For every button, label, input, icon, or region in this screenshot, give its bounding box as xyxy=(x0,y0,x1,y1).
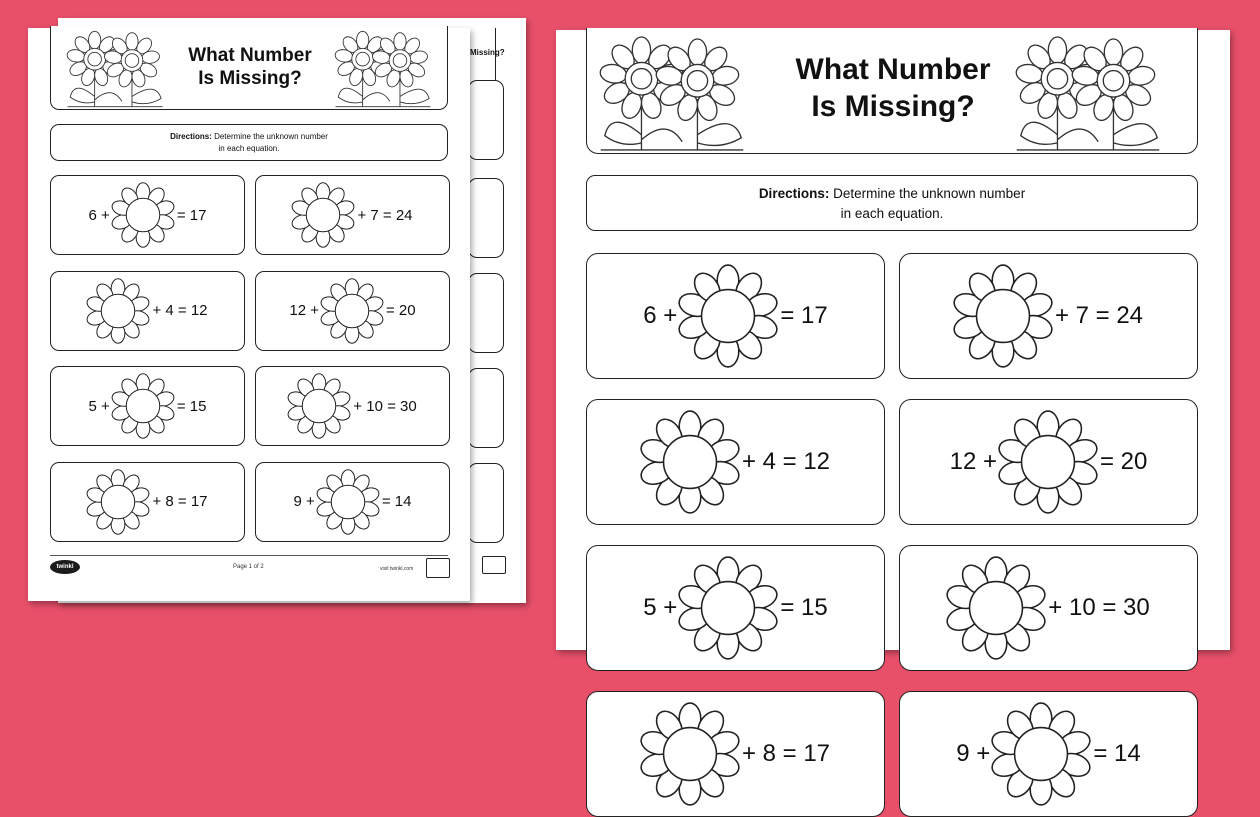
flower-pair-decoration-left xyxy=(67,32,163,108)
equation-left-term: 6 + xyxy=(88,206,110,224)
flower-icon[interactable] xyxy=(288,375,350,437)
flower-icon[interactable] xyxy=(112,184,174,246)
equation-right-term: = 20 xyxy=(1100,448,1148,475)
flower-icon[interactable] xyxy=(679,267,777,365)
equation-card xyxy=(468,80,504,160)
flower-icon[interactable] xyxy=(679,559,777,657)
flower-icon[interactable] xyxy=(641,705,739,803)
equation-right-term: = 15 xyxy=(176,397,207,415)
equation-right-term: = 15 xyxy=(780,594,828,621)
equation-card xyxy=(255,175,450,255)
directions-line-1: Determine the unknown number xyxy=(829,186,1026,201)
flower-icon[interactable] xyxy=(954,267,1052,365)
equation-card xyxy=(50,271,245,351)
flower-icon[interactable] xyxy=(292,184,354,246)
directions-text xyxy=(587,184,1197,223)
directions-box xyxy=(50,124,448,161)
equation-left-term: 5 + xyxy=(88,397,110,415)
equation-left-term: 12 + xyxy=(289,302,319,319)
directions-line-2: in each equation. xyxy=(218,143,280,153)
equation xyxy=(51,463,244,541)
equation-card xyxy=(468,273,504,353)
equation xyxy=(256,176,449,254)
worksheet-page-small xyxy=(28,28,470,601)
equation-card xyxy=(899,253,1198,379)
title-line-2: Is Missing? xyxy=(198,68,302,90)
equation-right-term: + 7 = 24 xyxy=(1054,302,1144,329)
flower-pair-decoration-right xyxy=(1013,38,1163,152)
equation xyxy=(587,400,884,524)
flower-pair-decoration-right xyxy=(335,32,431,108)
equation-card xyxy=(50,366,245,446)
equation xyxy=(256,463,449,541)
twinkl-logo: twinkl xyxy=(50,560,80,574)
page-title xyxy=(757,52,1029,125)
equation-right-term: + 8 = 17 xyxy=(741,740,831,767)
title-line-1: What Number xyxy=(795,53,991,86)
footer-website: visit twinkl.com xyxy=(380,566,414,572)
equation-right-term: = 17 xyxy=(176,206,207,224)
flower-icon[interactable] xyxy=(87,471,149,533)
flower-icon[interactable] xyxy=(641,413,739,511)
equation-card xyxy=(50,175,245,255)
equation-right-term: = 14 xyxy=(381,493,412,510)
equation-card xyxy=(255,366,450,446)
directions-line-2: in each equation. xyxy=(840,205,944,221)
equation-card xyxy=(899,399,1198,525)
equation xyxy=(900,692,1197,816)
equation-card xyxy=(586,399,885,525)
equation-left-term: 12 + xyxy=(949,448,997,475)
equation-right-term: = 20 xyxy=(386,302,416,319)
equation-right-term: + 10 = 30 xyxy=(1048,594,1150,621)
footer-divider xyxy=(50,555,448,556)
equation-right-term: + 8 = 17 xyxy=(152,493,208,510)
flower-icon[interactable] xyxy=(317,471,379,533)
equation xyxy=(587,692,884,816)
equation-right-term: + 10 = 30 xyxy=(353,397,417,415)
equation-right-term: = 14 xyxy=(1093,740,1141,767)
flower-icon[interactable] xyxy=(947,559,1045,657)
page-title xyxy=(161,44,339,90)
footer-badge xyxy=(482,556,506,574)
equation xyxy=(900,254,1197,378)
equation-card xyxy=(586,545,885,671)
equation-card xyxy=(468,178,504,258)
equation-left-term: 6 + xyxy=(643,302,678,329)
footer-badge xyxy=(426,558,450,578)
equation xyxy=(256,272,449,350)
directions-label: Directions: xyxy=(758,186,830,201)
equation-left-term: 9 + xyxy=(293,493,315,510)
equation-card xyxy=(468,463,504,543)
equation-card xyxy=(899,545,1198,671)
title-line-2: Is Missing? xyxy=(811,89,975,123)
flower-pair-decoration-left xyxy=(597,38,747,152)
equation xyxy=(587,254,884,378)
flower-icon[interactable] xyxy=(87,280,149,342)
flower-icon[interactable] xyxy=(992,705,1090,803)
equation-card xyxy=(255,271,450,351)
equation xyxy=(256,367,449,445)
flower-icon[interactable] xyxy=(999,413,1097,511)
equation-card xyxy=(899,691,1198,817)
equation xyxy=(51,272,244,350)
title-box xyxy=(50,26,448,110)
equation-card xyxy=(50,462,245,542)
directions-label: Directions: xyxy=(170,132,212,141)
equation-right-term: + 7 = 24 xyxy=(357,206,413,224)
equation-left-term: 9 + xyxy=(956,740,991,767)
equation xyxy=(900,400,1197,524)
equation xyxy=(51,367,244,445)
directions-text xyxy=(51,131,447,154)
title-box xyxy=(586,28,1198,154)
flower-icon[interactable] xyxy=(112,375,174,437)
equation xyxy=(587,546,884,670)
title-line-1: What Number xyxy=(188,45,312,66)
equation xyxy=(51,176,244,254)
worksheet-page-large xyxy=(556,30,1230,767)
equation-card xyxy=(586,691,885,817)
equation-card xyxy=(468,368,504,448)
equation-right-term: = 17 xyxy=(780,302,828,329)
directions-box xyxy=(586,175,1198,231)
equation-right-term: + 4 = 12 xyxy=(152,302,208,319)
page-title-fragment: Missing? xyxy=(470,48,505,57)
flower-icon[interactable] xyxy=(321,280,383,342)
equation xyxy=(900,546,1197,670)
directions-line-1: Determine the unknown number xyxy=(211,132,328,141)
equation-right-term: + 4 = 12 xyxy=(741,448,831,475)
equation-card xyxy=(255,462,450,542)
page-number: Page 1 of 2 xyxy=(233,564,264,570)
equation-card xyxy=(586,253,885,379)
equation-left-term: 5 + xyxy=(643,594,678,621)
